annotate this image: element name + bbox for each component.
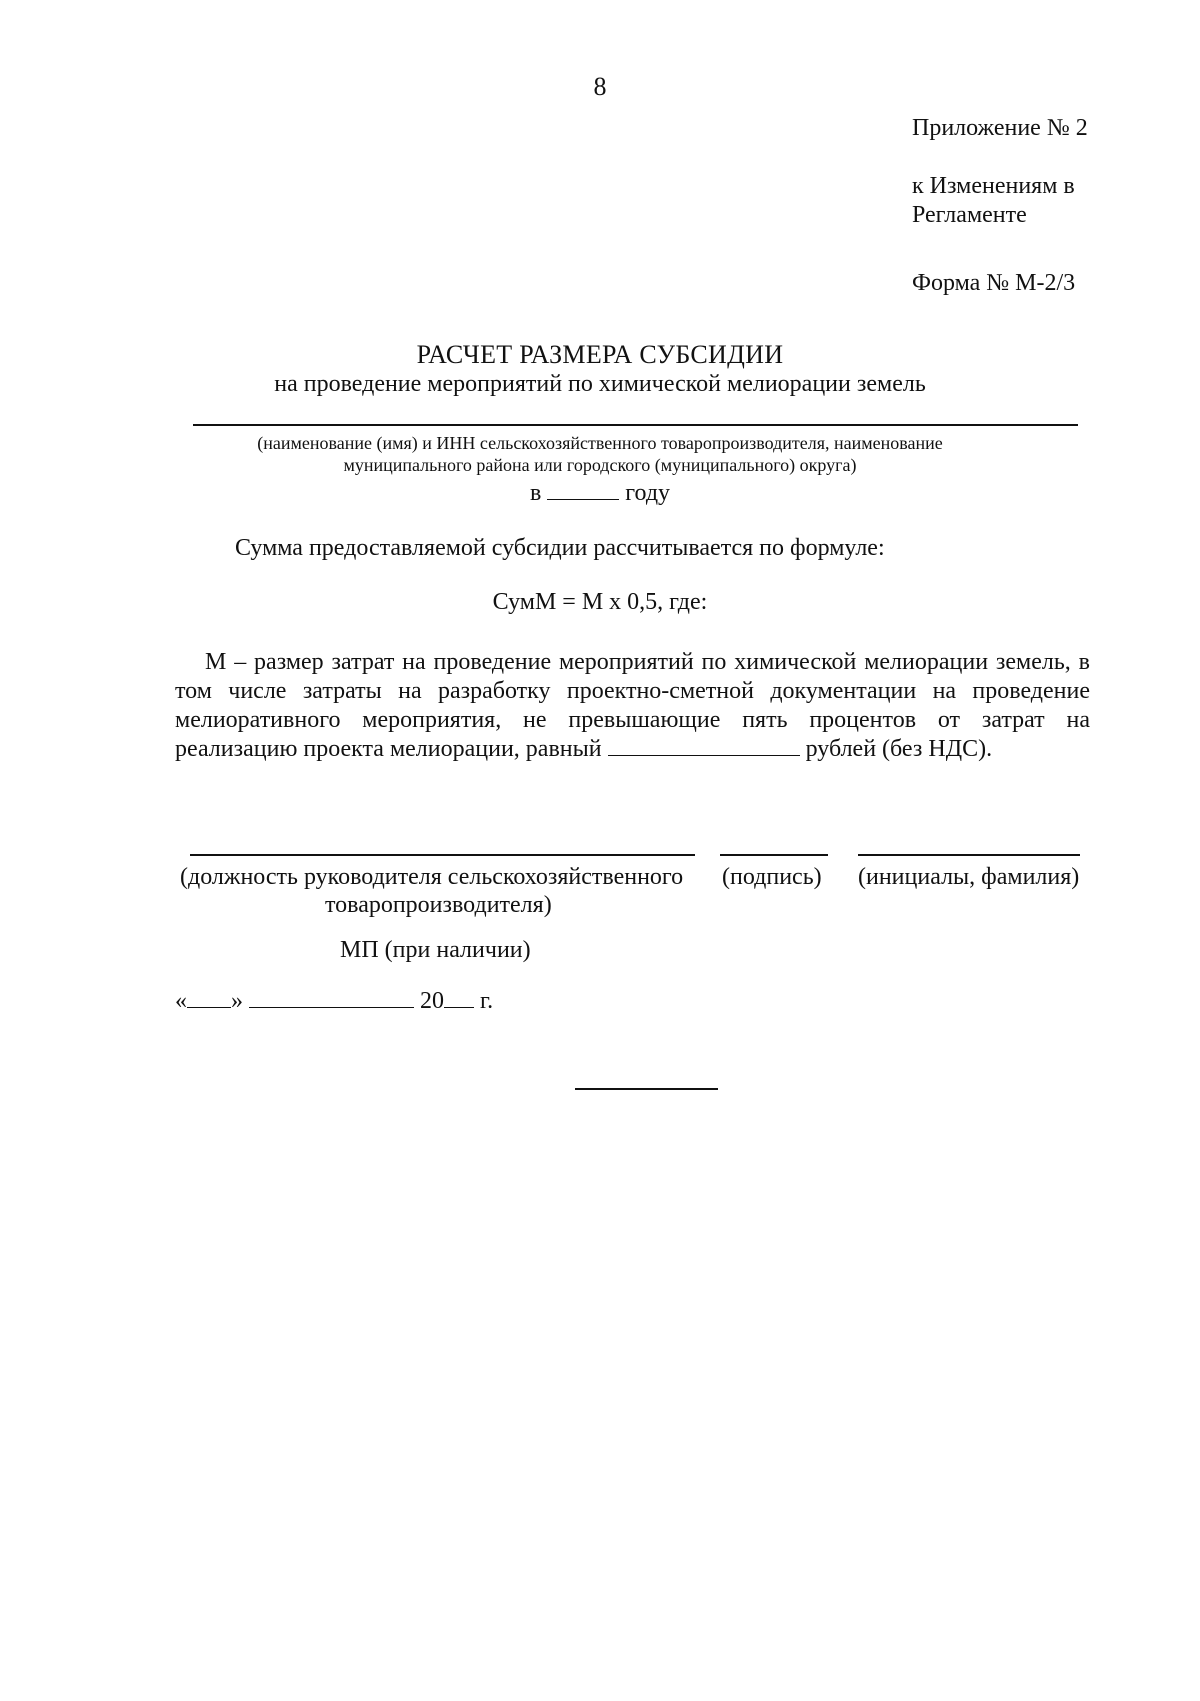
date-line [175,988,493,1015]
cost-amount-blank[interactable] [608,737,800,756]
date-day-blank[interactable] [187,989,231,1008]
formula-intro: Сумма предоставляемой субсидии рассчитывается по формуле: [235,535,885,561]
document-subtitle: на проведение мероприятий по химической мелиорации земель [274,371,926,397]
position-caption-line1: (должность руководителя сельскохозяйственного [180,864,684,890]
year-line [0,480,1200,507]
position-field-line[interactable] [190,854,695,856]
date-year-blank[interactable] [444,989,474,1008]
initials-caption: (инициалы, фамилия) [858,864,1080,890]
definition-paragraph [175,648,1090,764]
name-caption-line1: (наименование (имя) и ИНН сельскохозяйственного товаропроизводителя, наименование [257,433,943,453]
to-changes-line2: Регламенте [912,202,1027,228]
date-year-prefix: 20 [420,988,444,1014]
definition-tail: рублей (без НДС). [805,736,993,762]
name-caption-line2: муниципального района или городского (муниципального) округа) [343,455,857,475]
year-blank[interactable] [547,481,619,500]
document-title: РАСЧЕТ РАЗМЕРА СУБСИДИИ [416,340,784,369]
form-number: Форма № М-2/3 [912,270,1076,296]
date-month-blank[interactable] [249,989,414,1008]
position-caption-line2: товаропроизводителя) [325,892,552,918]
definition-text: М – размер затрат на проведение мероприятий по химической мелиорации земель, в том числе затраты на разработку проектно-сметной документации на проведение мелиоративного мероприятия, не превышающие пять процентов от затрат на реализацию проекта мелиорации, равный [175,649,1090,762]
end-separator-line [575,1088,718,1090]
year-suffix: году [625,480,671,506]
year-prefix: в [529,480,542,506]
page-number: 8 [593,72,607,101]
stamp-label: МП (при наличии) [340,937,531,963]
signature-caption: (подпись) [722,864,822,890]
to-changes-line1: к Изменениям в [912,173,1075,199]
date-open-quote: « [175,988,187,1014]
initials-field-line[interactable] [858,854,1080,856]
formula: СумМ = М x 0,5, где: [492,589,708,615]
date-year-suffix: г. [480,988,494,1014]
signature-field-line[interactable] [720,854,828,856]
producer-name-field-line[interactable] [193,424,1078,426]
appendix-label: Приложение № 2 [912,115,1088,141]
date-close-quote: » [231,988,243,1014]
